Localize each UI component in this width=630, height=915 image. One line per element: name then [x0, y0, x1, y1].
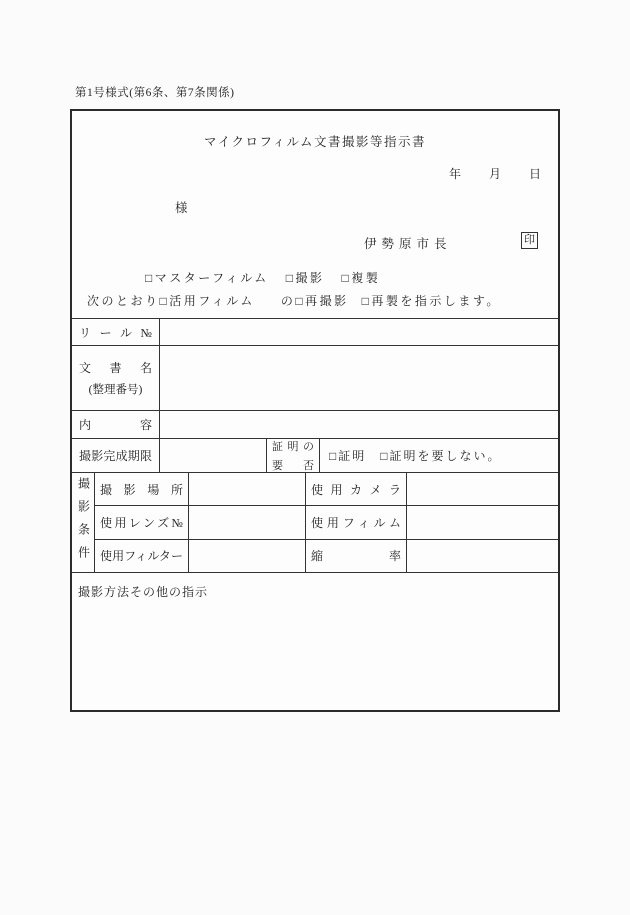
- document-name-input-area[interactable]: [160, 346, 558, 410]
- checkbox-option-no-certify[interactable]: [380, 447, 501, 464]
- reel-no-input-area[interactable]: [160, 319, 558, 345]
- certification-label-cell: [267, 439, 320, 472]
- issuer-name: 伊勢原市長: [364, 237, 452, 251]
- checkbox-icon[interactable]: □: [159, 294, 170, 308]
- ratio-label: 縮率: [311, 549, 401, 564]
- document-name-label-cell: [72, 346, 160, 410]
- table-row-method: [72, 572, 558, 710]
- instruction-prefix: 次のとおり: [87, 294, 160, 308]
- document-name-note: (整理番号): [88, 384, 143, 396]
- checkbox-option-duplication[interactable]: [341, 269, 380, 286]
- content-label-cell: [72, 411, 160, 438]
- location-label: 撮影場所: [100, 482, 183, 497]
- checkbox-option-remake[interactable]: [362, 294, 401, 308]
- method-label: 撮影方法その他の指示: [78, 585, 209, 599]
- instruction-connector: の: [280, 294, 296, 308]
- table-row-location-camera: [95, 473, 558, 505]
- table-row-document-name: [72, 345, 558, 410]
- checkbox-label: マスターフィルム: [154, 271, 269, 285]
- table-group-conditions: [72, 472, 558, 572]
- instruction-suffix: を指示します。: [400, 294, 501, 308]
- filter-label: 使用フィルター: [100, 549, 183, 564]
- reel-no-label: リール№: [79, 325, 152, 340]
- form-outline-box: [70, 109, 560, 712]
- checkbox-label: 証明を要しない。: [389, 449, 502, 463]
- addressee-suffix: 様: [175, 201, 188, 215]
- form-table: [72, 318, 558, 710]
- seal-mark: 印: [521, 232, 538, 249]
- certification-label-line2: 要否: [272, 460, 314, 472]
- form-number-label: 第1号様式(第6条、第7条関係): [75, 87, 235, 99]
- month-label: 月: [488, 167, 501, 181]
- camera-label: 使用カメラ: [311, 482, 401, 497]
- camera-input-area[interactable]: [407, 473, 558, 505]
- film-label-cell: [306, 506, 407, 538]
- filter-input-area[interactable]: [189, 540, 306, 572]
- table-row-filter-ratio: [95, 539, 558, 572]
- checkbox-icon[interactable]: □: [329, 449, 339, 463]
- document-name-label: 文書名: [79, 361, 152, 375]
- instruction-line-2: [87, 292, 501, 309]
- table-row-deadline: [72, 438, 558, 472]
- filter-label-cell: [95, 540, 189, 572]
- checkbox-option-master-film[interactable]: [145, 269, 269, 286]
- checkbox-label: 再製: [371, 294, 401, 308]
- content-input-area[interactable]: [160, 411, 558, 438]
- day-label: 日: [528, 167, 541, 181]
- deadline-label: 撮影完成期限: [79, 449, 152, 463]
- checkbox-icon[interactable]: □: [145, 271, 155, 285]
- year-label: 年: [448, 167, 461, 181]
- ratio-input-area[interactable]: [407, 540, 558, 572]
- checkbox-icon[interactable]: □: [341, 271, 352, 285]
- date-line: [449, 165, 541, 182]
- lens-input-area[interactable]: [189, 506, 306, 538]
- table-row-reel-no: [72, 318, 558, 345]
- camera-label-cell: [306, 473, 407, 505]
- lens-label-cell: [95, 506, 189, 538]
- checkbox-option-shooting[interactable]: [286, 269, 325, 286]
- table-row-content: [72, 410, 558, 438]
- deadline-label-cell: [72, 439, 160, 472]
- certification-label-line1: 証明の: [272, 441, 314, 453]
- conditions-group-label-cell: [72, 473, 95, 572]
- table-row-lens-film: [95, 505, 558, 538]
- checkbox-label: 撮影: [295, 271, 325, 285]
- deadline-input-area[interactable]: [160, 439, 267, 472]
- conditions-group-label: 撮影条件: [76, 476, 91, 569]
- instruction-line-1: [145, 269, 380, 286]
- certification-options-cell: [320, 439, 558, 472]
- content-label: 内容: [79, 418, 152, 432]
- checkbox-icon[interactable]: □: [380, 449, 390, 463]
- reel-no-label-cell: [72, 319, 160, 345]
- checkbox-option-use-film[interactable]: [160, 294, 255, 308]
- lens-label: 使用レンズ№: [100, 515, 183, 530]
- form-title: マイクロフィルム文書撮影等指示書: [203, 135, 426, 149]
- checkbox-icon[interactable]: □: [285, 271, 296, 285]
- location-label-cell: [95, 473, 189, 505]
- conditions-rows: [95, 473, 558, 572]
- film-label: 使用フィルム: [311, 515, 401, 530]
- checkbox-option-certify[interactable]: [329, 447, 366, 464]
- checkbox-label: 複製: [351, 271, 381, 285]
- location-input-area[interactable]: [189, 473, 306, 505]
- checkbox-option-reshoot[interactable]: [295, 294, 348, 308]
- checkbox-label: 再撮影: [305, 294, 349, 308]
- checkbox-icon[interactable]: □: [361, 294, 372, 308]
- checkbox-label: 活用フィルム: [169, 294, 255, 308]
- film-input-area[interactable]: [407, 506, 558, 538]
- checkbox-icon[interactable]: □: [295, 294, 306, 308]
- checkbox-label: 証明: [338, 449, 367, 463]
- ratio-label-cell: [306, 540, 407, 572]
